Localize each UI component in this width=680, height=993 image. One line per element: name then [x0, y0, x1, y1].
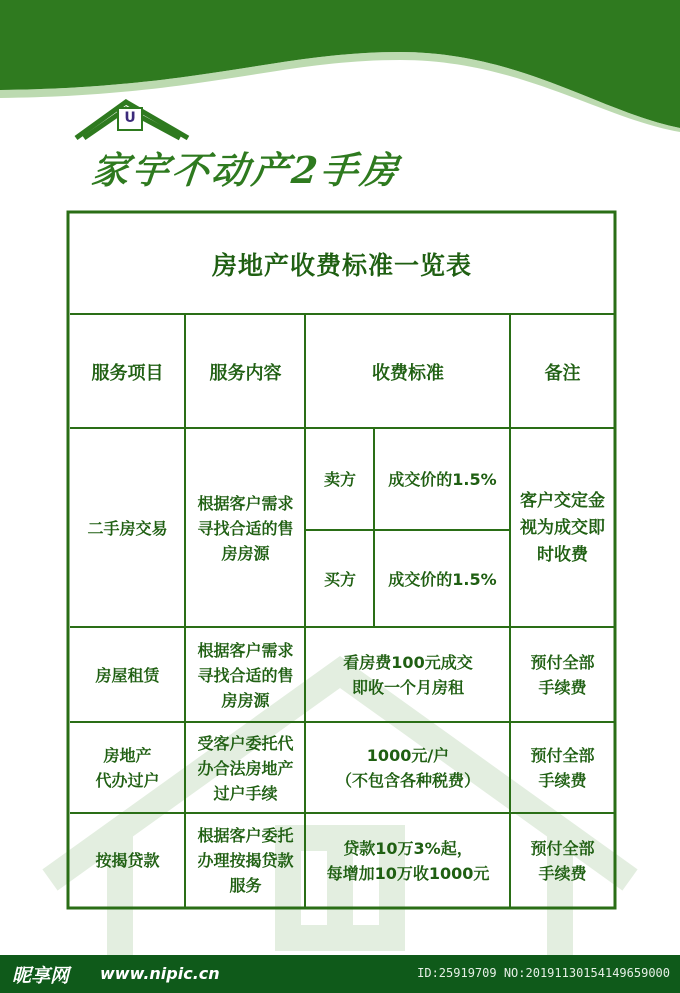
row1-seller-label: 卖方 [323, 470, 356, 489]
row2-fee-line-1: 看房费100元成交 [343, 653, 473, 672]
row3-content-line-2: 办合法房地产 [197, 758, 294, 778]
header-service-item: 服务项目 [91, 362, 164, 384]
brand-logo-text: 家宇不动产2手房 [89, 148, 403, 192]
row3-content-line-1: 受客户委托代 [197, 733, 294, 753]
row1-service-item: 二手房交易 [87, 518, 168, 538]
row2-note-line-2: 手续费 [538, 678, 587, 697]
row4-service-item: 按揭贷款 [95, 851, 160, 870]
row3-item-line-2: 代办过户 [95, 771, 160, 790]
footer-bar [0, 955, 680, 993]
row2-note [511, 628, 614, 722]
row4-content-line-2: 办理按揭贷款 [197, 851, 294, 870]
row2-fee-standard [306, 628, 510, 722]
row3-item-line-1: 房地产 [103, 746, 152, 765]
row1-buyer-label: 买方 [323, 569, 356, 589]
footer-id-text: ID:25919709 NO:20191130154149659000 [417, 966, 670, 980]
row3-fee-line-2: （不包含各种税费） [335, 771, 480, 790]
row3-note-line-1: 预付全部 [530, 746, 595, 765]
row4-fee-line-2: 每增加10万收1000元 [326, 863, 490, 883]
row4-content-line-3: 服务 [229, 876, 262, 895]
row3-fee-line-1: 1000元/户 [366, 746, 450, 765]
row4-fee-standard [306, 814, 510, 907]
row2-note-line-1: 预付全部 [530, 653, 595, 672]
header-service-content: 服务内容 [209, 362, 282, 384]
row4-service-content [186, 814, 305, 907]
header-fee-standard: 收费标准 [372, 362, 444, 384]
footer-url-link[interactable]: www.nipic.cn [100, 964, 220, 983]
row1-seller-rate: 成交价的1.5% [388, 470, 497, 489]
row2-service-content: 根据客户需求寻找合适的售房房源 [197, 640, 294, 710]
row3-note [511, 723, 614, 813]
row3-service-content [186, 723, 305, 813]
table-title: 房地产收费标准一览表 [211, 251, 472, 280]
row1-buyer-rate: 成交价的1.5% [388, 569, 497, 589]
row4-note-line-1: 预付全部 [530, 838, 595, 858]
row4-note [511, 814, 614, 907]
row3-note-line-2: 手续费 [538, 771, 587, 790]
footer-site-logo: 昵享网 [12, 965, 70, 987]
row1-note: 客户交定金视为成交即时收费 [520, 490, 605, 565]
top-wave [0, 0, 680, 128]
header-note: 备注 [544, 362, 581, 384]
row3-service-item [70, 723, 185, 813]
row4-content-line-1: 根据客户委托 [197, 826, 294, 845]
row2-fee-line-2: 即收一个月房租 [351, 678, 464, 697]
row3-content-line-3: 过户手续 [213, 783, 278, 803]
row2-service-item: 房屋租赁 [95, 665, 160, 685]
row1-service-content: 根据客户需求寻找合适的售房房源 [197, 493, 294, 563]
row3-fee-standard [306, 723, 510, 813]
row4-note-line-2: 手续费 [538, 863, 587, 883]
row4-fee-line-1: 贷款10万3%起， [343, 838, 473, 858]
logo-u-letter: U [124, 110, 136, 126]
